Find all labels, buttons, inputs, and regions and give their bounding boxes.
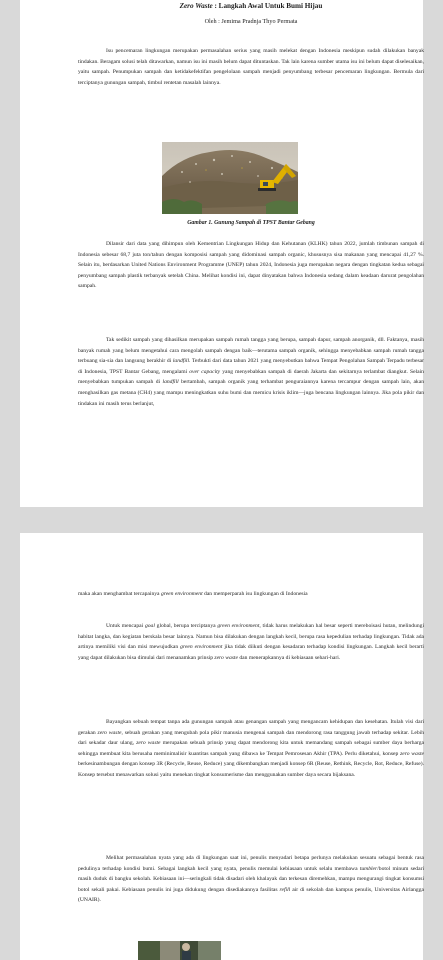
landfill-photo [162, 142, 298, 214]
document-page-2 [20, 533, 423, 960]
figure-caption: Gambar 1. Gunung Sampah di TPST Bantar Gebang [187, 220, 315, 226]
page-2-content [78, 533, 424, 960]
paragraph-3: Tak sedikit sampah yang dihasilkan merupakan sampah rumah tangga yang berupa, sampah dapur, sampah anorganik, dll. Faktanya, masih banyak rumah yang belum mengetahui cara mengolah sampah dengan baik—terutama sampah organik, sehingga menyebabkan sampah rumah tangga terbuang sia-sia dan langsung berakhir di landfill. Terbukti dari data tahun 2021 yang menyebutkan bahwa Tempat Pengolahan Sampah Terpadu terbesar di Indonesia, TPST Bantar Gebang, mengalami over capacity yang menyebabkan sampah di daerah Jakarta dan sekitarnya terlambat diangkut. Selain menyebabkan tumpukan sampah di landfill bertambah, sampah organik yang terhambat penguraiannya karena tercampur dengan sampah lain, akan menghasilkan gas metana (CH4) yang mampu meningkatkan suhu bumi dan memicu krisis iklim—juga bencana lingkungan lainnya. Jika pola pikir dan tindakan ini masih terus berlanjut, [78, 337, 425, 407]
partial-photo [138, 941, 221, 960]
article-author: Oleh : Jemima Pradnja Thyo Permata [204, 18, 298, 25]
continuation-paragraph: maka akan menghambat tercapainya green environment dan memperparah isu lingkungan di Indonesia [78, 591, 308, 597]
document-page-1 [20, 0, 423, 507]
paragraph-2: Dilansir dari data yang dihimpun oleh Kementrian Lingkungan Hidup dan Kehutanan (KLHK) tahun 2022, jumlah timbunan sampah di Indonesia sebesar 68,7 juta ton/tahun dengan komposisi sampah yang didominasi sampah organic, khususnya sisa makanan yang mencapai 41,27 %. Selain itu, berdasarkan United Nations Environment Programme (UNEP) tahun 2024, Indonesia juga merupakan negara dengan tingkatan kedua sebagai penyumbang sampah plastik terbanyak setelah China. Melihat kondisi ini, dapat dinyatakan bahwa Indonesia sedang dalam keadaan darurat pengolahan sampah. [78, 241, 424, 290]
paragraph-6: Melihat permasalahan nyata yang ada di lingkungan saat ini, penulis menyadari betapa perlunya melakukan sesuatu sebagai bentuk rasa pedulinya terhadap kondisi bumi. Sebagai langkah kecil yang nyata, penulis memulai kebiasaan untuk selalu membawa tumbler/botol minum sedari masih duduk di bangku sekolah. Kebiasaan ini—seringkali tidak disadari oleh khalayak dan terkesan diremehkan, mampu mengurangi tingkat konsumsi botol sekali pakai. Kebiasaan penulis ini juga didukung dengan disediakannya fasilitas refill air di sekolah dan kampus penulis, Universitas Airlangga (UNAIR). [78, 855, 424, 904]
title-italic: Zero Waste [179, 2, 213, 10]
title-rest: : Langkah Awal Untuk Bumi Hijau [212, 2, 323, 10]
page-1-content [78, 0, 424, 507]
article-title [78, 2, 424, 10]
paragraph-1: Isu pencemaran lingkungan merupakan permasalahan serius yang masih melekat dengan Indonesia meskipun sudah dilakukan banyak tindakan. Beragam solusi telah ditawarkan, namun isu ini masih belum dapat dituntaskan. Tak lain karena sumber utama isu ini belum dapat diselesaikan, yaitu sampah. Penumpukan sampah dan ketidakefektifan pengelolaan sampah menjadi penyumbang terbesar pencemaran lingkungan. Bermula dari terciptanya gunungan sampah, timbul rentetan masalah lainnya. [78, 48, 424, 86]
paragraph-5: Bayangkan sebuah tempat tanpa ada gunungan sampah atau genangan sampah yang mengancam kehidupan dan kesehatan. Itulah visi dari gerakan zero waste, sebuah gerakan yang mengubah pola pikir manusia mengenai sampah dan mendorong rasa tanggung jawab terhadap sekitar. Lebih dari sekadar daur ulang, zero waste merupakan sebuah prinsip yang dapat mendorong kita untuk memandang sampah sebagai sumber daya berharga sehingga membuat kita berusaha meminimalisir kuantitas sampah yang dibawa ke Tempat Pemrosesan Akhir (TPA). Perlu diketahui, konsep zero waste berkesinambungan dengan konsep 3R (Recycle, Reuse, Reduce) yang dikembangkan menjadi konsep 6R (Reuse, Rethink, Recycle, Rot, Reduce, Refuse). Konsep tersebut menawarkan solusi yaitu menekan tingkat konsumerisme dan menggunakan sumber daya secara bijaksana. [78, 719, 425, 778]
paragraph-4: Untuk mencapai goal global, berupa terciptanya green environment, tidak harus melakukan hal besar seperti mereboisasi hutan, melindungi habitat langka, dan kegiatan berskala besar lainnya. Namun bisa dilakukan dengan langkah kecil, berupa rasa kepedulian terhadap lingkungan. Tidak ada artinya memiliki visi dan misi mewujudkan green environment jika tidak diikuti dengan kesadaran terhadap kondisi lingkungan. Langkah kecil berarti yang dapat dilakukan bisa dimulai dari menanamkan prinsip zero waste dan menerapkannya di kebiasaan sehari-hari. [78, 623, 425, 661]
